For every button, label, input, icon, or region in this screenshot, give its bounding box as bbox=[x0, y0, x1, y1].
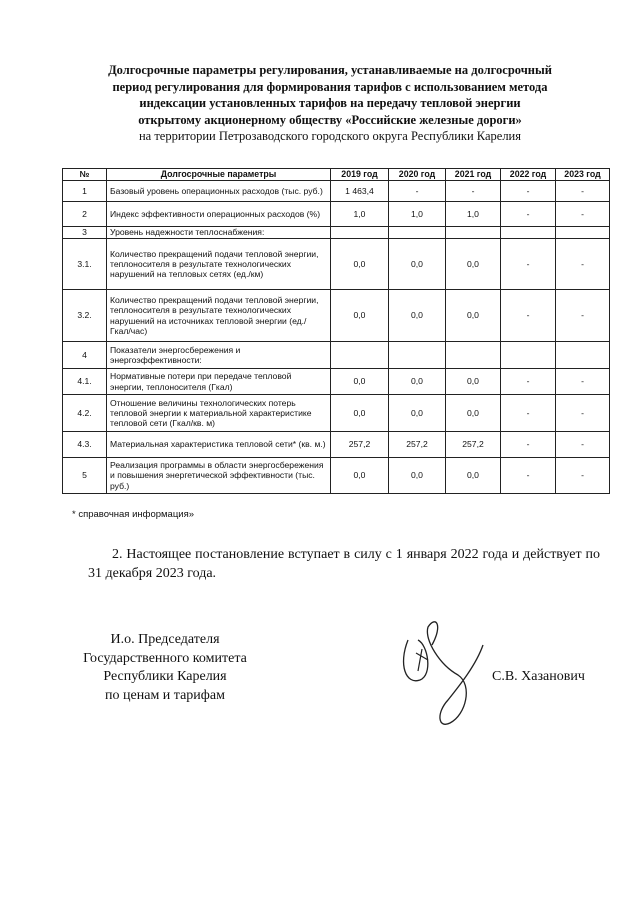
footnote: * справочная информация» bbox=[72, 509, 195, 520]
cell-2022 bbox=[501, 227, 556, 239]
cell-2021 bbox=[446, 227, 501, 239]
table-row bbox=[63, 239, 610, 290]
cell-2020: 0,0 bbox=[389, 290, 446, 342]
header-2021: 2021 год bbox=[446, 169, 501, 181]
row-param: Отношение величины технологических потерь тепловой энергии к материальной характеристике тепловой сети (Гкал/кв. м) bbox=[107, 395, 331, 432]
cell-2023: - bbox=[556, 181, 610, 202]
cell-2020 bbox=[389, 342, 446, 369]
table-row bbox=[63, 342, 610, 369]
row-param: Реализация программы в области энергосбережения и повышения энергетической эффективности (тыс. руб.) bbox=[107, 458, 331, 494]
cell-2021: 1,0 bbox=[446, 202, 501, 227]
row-param: Уровень надежности теплоснабжения: bbox=[107, 227, 331, 239]
cell-2020: 0,0 bbox=[389, 369, 446, 395]
header-2019: 2019 год bbox=[331, 169, 389, 181]
header-2020: 2020 год bbox=[389, 169, 446, 181]
cell-2020 bbox=[389, 227, 446, 239]
cell-2020: 1,0 bbox=[389, 202, 446, 227]
table-row bbox=[63, 395, 610, 432]
cell-2019: 257,2 bbox=[331, 432, 389, 458]
paragraph-text: 2. Настоящее постановление вступает в силу с 1 января 2022 года и действует по 31 декабря 2023 года. bbox=[88, 547, 600, 581]
cell-2022 bbox=[501, 342, 556, 369]
cell-2019: 0,0 bbox=[331, 369, 389, 395]
row-num: 3.1. bbox=[63, 239, 107, 290]
cell-2020: 0,0 bbox=[389, 239, 446, 290]
cell-2022: - bbox=[501, 432, 556, 458]
cell-2023: - bbox=[556, 239, 610, 290]
signatory-title-line-4: по ценам и тарифам bbox=[105, 687, 225, 703]
row-num: 4 bbox=[63, 342, 107, 369]
signatory-title bbox=[60, 631, 270, 705]
table-row bbox=[63, 369, 610, 395]
cell-2023: - bbox=[556, 395, 610, 432]
handwritten-signature bbox=[388, 605, 498, 735]
header-2022: 2022 год bbox=[501, 169, 556, 181]
cell-2019 bbox=[331, 227, 389, 239]
row-param: Материальная характеристика тепловой сети* (кв. м.) bbox=[107, 432, 331, 458]
table-row bbox=[63, 458, 610, 494]
heading-line-3: индексации установленных тарифов на передачу тепловой энергии bbox=[139, 96, 521, 110]
row-num: 2 bbox=[63, 202, 107, 227]
row-num: 5 bbox=[63, 458, 107, 494]
cell-2020: - bbox=[389, 181, 446, 202]
cell-2019: 1 463,4 bbox=[331, 181, 389, 202]
row-param: Показатели энергосбережения и энергоэффективности: bbox=[107, 342, 331, 369]
cell-2021: - bbox=[446, 181, 501, 202]
cell-2022: - bbox=[501, 369, 556, 395]
cell-2021: 0,0 bbox=[446, 395, 501, 432]
cell-2023: - bbox=[556, 369, 610, 395]
cell-2022: - bbox=[501, 202, 556, 227]
signatory-name: С.В. Хазанович bbox=[492, 669, 585, 684]
header-num: № bbox=[63, 169, 107, 181]
cell-2022: - bbox=[501, 458, 556, 494]
cell-2020: 0,0 bbox=[389, 458, 446, 494]
table-row bbox=[63, 432, 610, 458]
cell-2019 bbox=[331, 342, 389, 369]
cell-2023: - bbox=[556, 458, 610, 494]
cell-2021: 0,0 bbox=[446, 290, 501, 342]
cell-2019: 1,0 bbox=[331, 202, 389, 227]
cell-2021: 0,0 bbox=[446, 239, 501, 290]
table-row bbox=[63, 227, 610, 239]
row-num: 3.2. bbox=[63, 290, 107, 342]
cell-2022: - bbox=[501, 290, 556, 342]
cell-2019: 0,0 bbox=[331, 239, 389, 290]
row-num: 4.1. bbox=[63, 369, 107, 395]
signatory-title-line-2: Государственного комитета bbox=[83, 650, 247, 666]
cell-2023: - bbox=[556, 432, 610, 458]
header-2023: 2023 год bbox=[556, 169, 610, 181]
row-num: 4.3. bbox=[63, 432, 107, 458]
table-header-row bbox=[63, 169, 610, 181]
row-param: Количество прекращений подачи тепловой энергии, теплоносителя в результате технологических нарушений на тепловых сетях (ед./км) bbox=[107, 239, 331, 290]
cell-2023 bbox=[556, 227, 610, 239]
cell-2019: 0,0 bbox=[331, 290, 389, 342]
cell-2022: - bbox=[501, 239, 556, 290]
row-param: Базовый уровень операционных расходов (тыс. руб.) bbox=[107, 181, 331, 202]
parameters-table bbox=[62, 168, 610, 494]
row-param: Индекс эффективности операционных расходов (%) bbox=[107, 202, 331, 227]
row-param: Нормативные потери при передаче тепловой энергии, теплоносителя (Гкал) bbox=[107, 369, 331, 395]
signatory-title-line-3: Республики Карелия bbox=[103, 669, 227, 684]
heading-line-4: открытому акционерному обществу «Российские железные дороги» bbox=[138, 112, 522, 127]
row-num: 1 bbox=[63, 181, 107, 202]
cell-2020: 0,0 bbox=[389, 395, 446, 432]
cell-2021 bbox=[446, 342, 501, 369]
cell-2022: - bbox=[501, 181, 556, 202]
cell-2020: 257,2 bbox=[389, 432, 446, 458]
cell-2021: 257,2 bbox=[446, 432, 501, 458]
cell-2021: 0,0 bbox=[446, 458, 501, 494]
heading-line-2: период регулирования для формирования тарифов с использованием метода bbox=[112, 79, 548, 94]
signatory-title-line-1: И.о. Председателя bbox=[110, 632, 220, 647]
cell-2023: - bbox=[556, 202, 610, 227]
cell-2022: - bbox=[501, 395, 556, 432]
row-num: 4.2. bbox=[63, 395, 107, 432]
heading-territory: на территории Петрозаводского городского округа Республики Карелия bbox=[138, 129, 521, 143]
document-heading bbox=[60, 62, 600, 144]
heading-line-1: Долгосрочные параметры регулирования, устанавливаемые на долгосрочный bbox=[108, 63, 552, 77]
cell-2023 bbox=[556, 342, 610, 369]
table-row bbox=[63, 181, 610, 202]
row-param: Количество прекращений подачи тепловой энергии, теплоносителя в результате технологических нарушений на источниках тепловой энергии (ед./Гкал/час) bbox=[107, 290, 331, 342]
header-param: Долгосрочные параметры bbox=[107, 169, 331, 181]
cell-2019: 0,0 bbox=[331, 395, 389, 432]
cell-2023: - bbox=[556, 290, 610, 342]
table-row bbox=[63, 202, 610, 227]
cell-2019: 0,0 bbox=[331, 458, 389, 494]
table-row bbox=[63, 290, 610, 342]
cell-2021: 0,0 bbox=[446, 369, 501, 395]
effective-date-paragraph bbox=[88, 545, 600, 583]
row-num: 3 bbox=[63, 227, 107, 239]
